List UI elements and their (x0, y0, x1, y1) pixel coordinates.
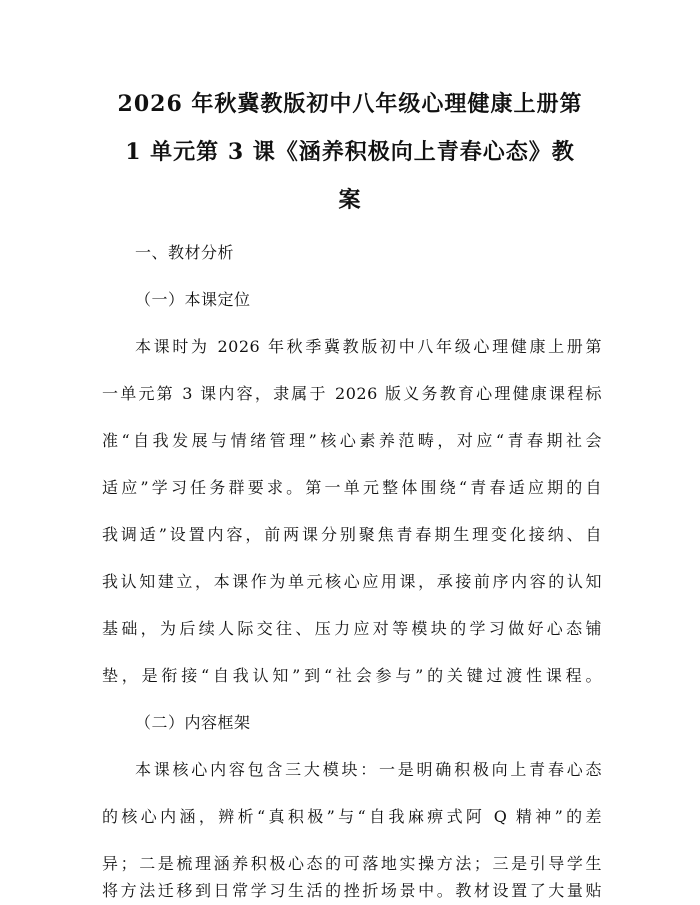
title-line: 案 (338, 187, 362, 213)
paragraph-1-line: 一单元第 3 课内容，隶属于 2026 版义务教育心理健康课程标 (102, 384, 602, 403)
paragraph-1-line: 我调适”设置内容，前两课分别聚焦青春期生理变化接纳、自 (102, 525, 602, 544)
paragraph-2-line: 将方法迁移到日常学习生活的挫折场景中。教材设置了大量贴 (102, 881, 602, 900)
paragraph-2-line: 的核心内涵，辨析“真积极”与“自我麻痹式阿 Q 精神”的差 (102, 807, 602, 826)
paragraph-2-line: 本课核心内容包含三大模块：一是明确积极向上青春心态 (135, 760, 602, 779)
title-line: 1 单元第 3 课《涵养积极向上青春心态》教 (125, 139, 575, 165)
paragraph-1-line: 我认知建立，本课作为单元核心应用课，承接前序内容的认知 (102, 572, 602, 591)
subheading-content-framework: （二）内容框架 (135, 713, 251, 732)
document-title (92, 80, 608, 224)
paragraph-1-line: 基础，为后续人际交往、压力应对等模块的学习做好心态铺 (102, 619, 602, 638)
paragraph-1-line: 垫，是衔接“自我认知”到“社会参与”的关键过渡性课程。 (102, 666, 602, 685)
subheading-lesson-positioning: （一）本课定位 (135, 290, 251, 309)
title-line: 2026 年秋冀教版初中八年级心理健康上册第 (117, 91, 583, 117)
paragraph-1-line: 适应”学习任务群要求。第一单元整体围绕“青春适应期的自 (102, 478, 602, 497)
section-heading-textbook-analysis: 一、教材分析 (135, 243, 235, 262)
paragraph-2-line: 异；二是梳理涵养积极心态的可落地实操方法；三是引导学生 (102, 854, 602, 873)
paragraph-1-line: 本课时为 2026 年秋季冀教版初中八年级心理健康上册第 (135, 337, 602, 356)
paragraph-1-line: 准“自我发展与情绪管理”核心素养范畴，对应“青春期社会 (102, 431, 602, 450)
